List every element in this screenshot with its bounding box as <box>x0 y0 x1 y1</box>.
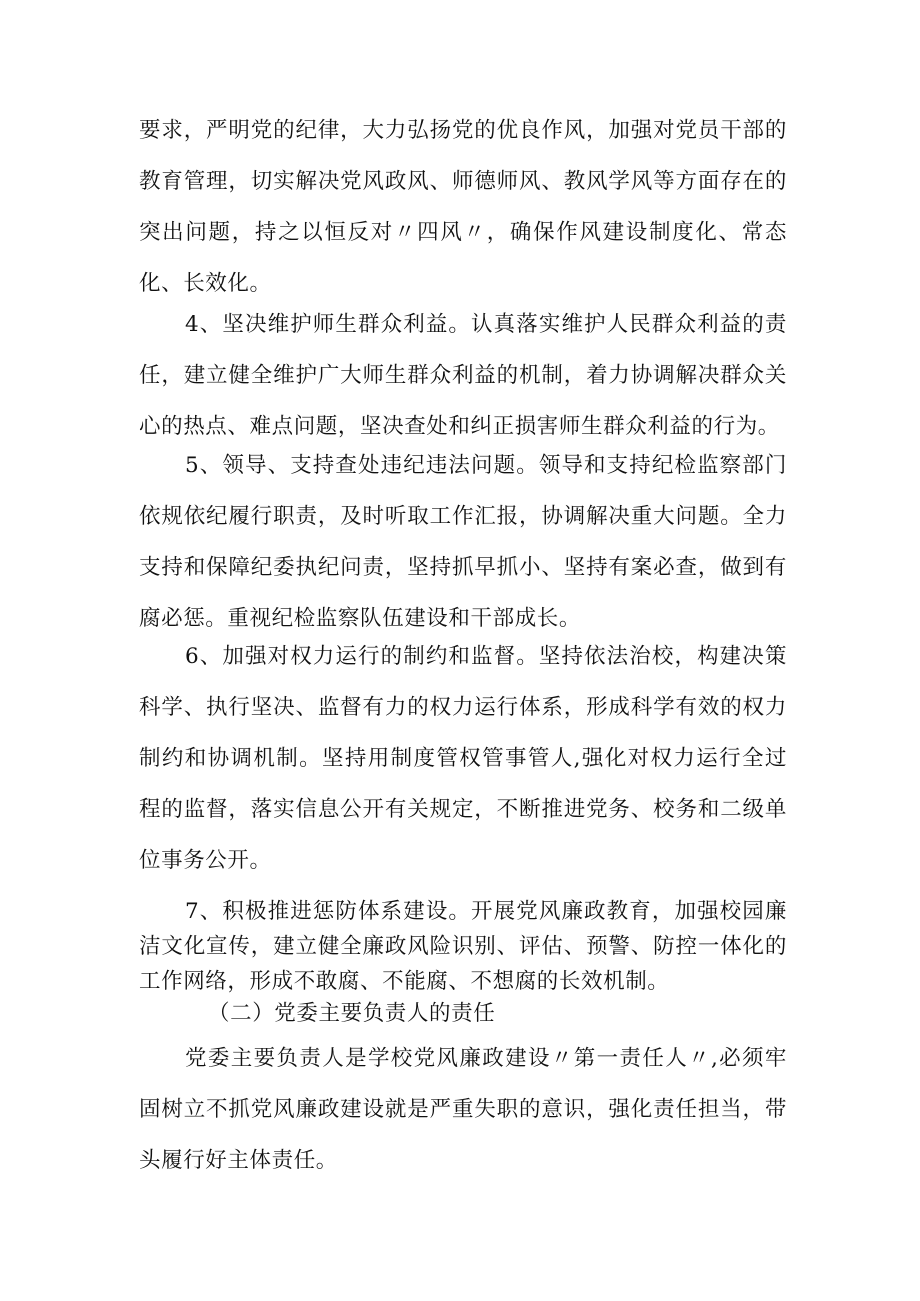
paragraph-item-7: 7、积极推进惩防体系建设。开展党风廉政教育，加强校园廉洁文化宣传，建立健全廉政风险识别、评估、预警、防控一体化的工作网络，形成不敢腐、不能腐、不想腐的长效机制。 <box>139 899 787 994</box>
paragraph-item-5: 5、领导、支持查处违纪违法问题。领导和支持纪检监察部门依规依纪履行职责，及时听取工作汇报，协调解决重大问题。全力支持和保障纪委执纪问责，坚持抓早抓小、坚持有案必查，做到有腐必惩。重视纪检监察队伍建设和干部成长。 <box>139 453 787 631</box>
section-heading: （二）党委主要负责人的责任 <box>208 1001 496 1026</box>
paragraph-item-6: 6、加强对权力运行的制约和监督。坚持依法治校，构建决策科学、执行坚决、监督有力的权力运行体系，形成科学有效的权力制约和协调机制。坚持用制度管权管事管人,强化对权力运行全过程的监督，落实信息公开有关规定，不断推进党务、校务和二级单位事务公开。 <box>139 644 787 873</box>
paragraph-item-4: 4、坚决维护师生群众利益。认真落实维护人民群众利益的责任，建立健全维护广大师生群众利益的机制，着力协调解决群众关心的热点、难点问题，坚决查处和纠正损害师生群众利益的行为。 <box>139 312 787 439</box>
paragraph-continuation: 要求，严明党的纪律，大力弘扬党的优良作风，加强对党员干部的教育管理，切实解决党风政风、师德师风、教风学风等方面存在的突出问题，持之以恒反对〃四风〃，确保作风建设制度化、常态化、长效化。 <box>139 118 787 296</box>
paragraph-closing: 党委主要负责人是学校党风廉政建设〃第一责任人〃,必须牢固树立不抓党风廉政建设就是严重失职的意识，强化责任担当，带头履行好主体责任。 <box>139 1046 787 1173</box>
